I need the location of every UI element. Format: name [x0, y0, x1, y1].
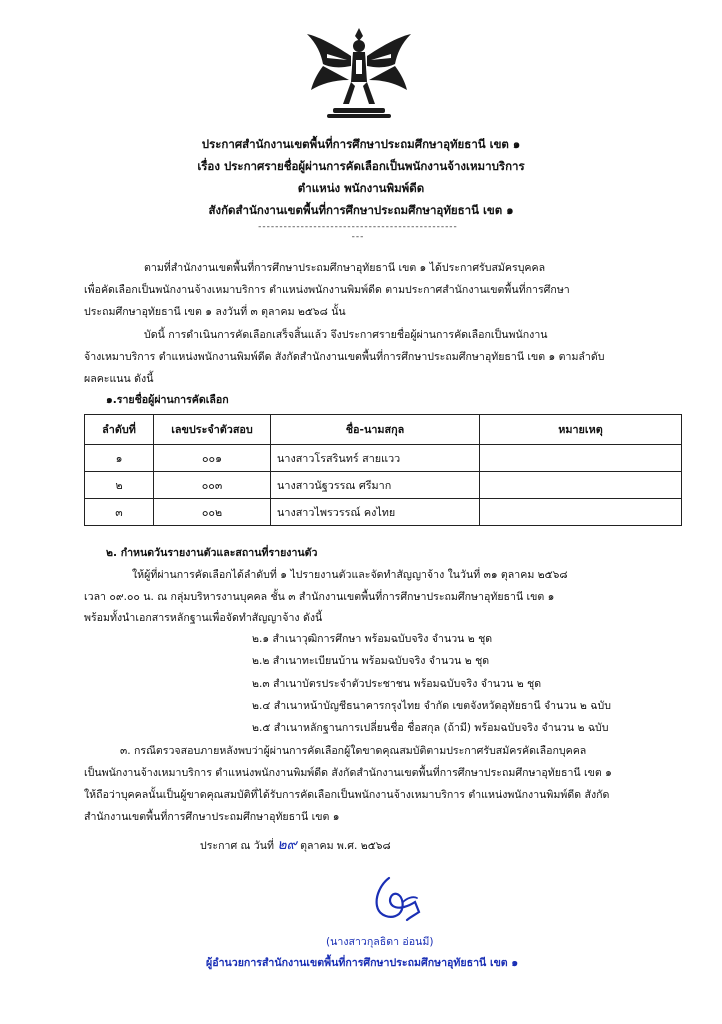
announce-date-line — [200, 837, 391, 855]
section-2-line-3: พร้อมทั้งนำเอกสารหลักฐานเพื่อจัดทำสัญญาจ้าง ดังนี้ — [84, 612, 323, 624]
announce-prefix: ประกาศ ณ วันที่ — [200, 840, 274, 852]
section-2-line-2: เวลา ๐๙.๐๐ น. ณ กลุ่มบริหารงานบุคคล ชั้น ๓ สำนักงานเขตพื้นที่การศึกษาประถมศึกษาอุทัยธานี เขต ๑ — [84, 591, 555, 603]
header-order: ลำดับที่ — [85, 415, 154, 445]
row-order: ๒ — [85, 472, 154, 499]
announce-month-year: ตุลาคม พ.ศ. ๒๕๖๘ — [300, 840, 391, 852]
announcement-affiliation: สังกัดสำนักงานเขตพื้นที่การศึกษาประถมศึกษาอุทัยธานี เขต ๑ — [208, 203, 514, 217]
announce-day-handwritten: ๒๙ — [277, 837, 297, 853]
row-full-name: นางสาวโรสรินทร์ สายแวว — [271, 445, 480, 472]
header-exam-id: เลขประจำตัวสอบ — [154, 415, 271, 445]
row-full-name: นางสาวนัฐวรรณ ศรีมาก — [271, 472, 480, 499]
row-order: ๓ — [85, 499, 154, 526]
table-row — [85, 472, 682, 499]
intro-paragraph-2-line-3: ผลคะแนน ดังนี้ — [84, 373, 154, 385]
section-3-line-1: ๓. กรณีตรวจสอบภายหลังพบว่าผู้ผ่านการคัดเลือกผู้ใดขาดคุณสมบัติตามประกาศรับสมัครคัดเลือกบุคคล — [120, 745, 587, 757]
intro-paragraph-2-line-1: บัดนี้ การดำเนินการคัดเลือกเสร็จสิ้นแล้ว จึงประกาศรายชื่อผู้ผ่านการคัดเลือกเป็นพนักงาน — [144, 329, 548, 341]
signer-position: ผู้อำนวยการสำนักงานเขตพื้นที่การศึกษาประถมศึกษาอุทัยธานี เขต ๑ — [206, 957, 519, 969]
section-2-title: ๒. กำหนดวันรายงานตัวและสถานที่รายงานตัว — [106, 547, 318, 559]
garuda-emblem-icon — [303, 24, 415, 124]
document-item: ๒.๑ สำเนาวุฒิการศึกษา พร้อมฉบับจริง จำนวน ๒ ชุด — [252, 633, 493, 645]
section-3-line-2: เป็นพนักงานจ้างเหมาบริการ ตำแหน่งพนักงานพิมพ์ดีด สังกัดสำนักงานเขตพื้นที่การศึกษาประถมศึกษาอุทัยธานี เขต ๑ — [84, 767, 612, 779]
intro-paragraph-1-line-3: ประถมศึกษาอุทัยธานี เขต ๑ ลงวันที่ ๓ ตุลาคม ๒๕๖๘ นั้น — [84, 306, 346, 318]
passed-candidates-table — [84, 414, 682, 526]
row-full-name: นางสาวไพรวรรณ์ คงไทย — [271, 499, 480, 526]
row-remark — [480, 472, 682, 499]
announcement-title: ประกาศสำนักงานเขตพื้นที่การศึกษาประถมศึกษาอุทัยธานี เขต ๑ — [201, 137, 521, 151]
announcement-position: ตำแหน่ง พนักงานพิมพ์ดีด — [297, 181, 425, 195]
table-row — [85, 445, 682, 472]
intro-paragraph-2-line-2: จ้างเหมาบริการ ตำแหน่งพนักงานพิมพ์ดีด สังกัดสำนักงานเขตพื้นที่การศึกษาประถมศึกษาอุทัยธานี เขต ๑ ตามลำดับ — [84, 351, 605, 363]
section-3-line-3: ให้ถือว่าบุคคลนั้นเป็นผู้ขาดคุณสมบัติที่ได้รับการคัดเลือกเป็นพนักงานจ้างเหมาบริการ ตำแหน่งพนักงานพิมพ์ดีด สังกัด — [84, 789, 610, 801]
header-remark: หมายเหตุ — [480, 415, 682, 445]
document-item: ๒.๔ สำเนาหน้าบัญชีธนาคารกรุงไทย จำกัด เขตจังหวัดอุทัยธานี จำนวน ๒ ฉบับ — [252, 700, 611, 712]
row-exam-id: ๐๐๒ — [154, 499, 271, 526]
row-exam-id: ๐๐๑ — [154, 445, 271, 472]
signature-mark — [369, 872, 425, 926]
document-item: ๒.๕ สำเนาหลักฐานการเปลี่ยนชื่อ ชื่อสกุล (ถ้ามี) พร้อมฉบับจริง จำนวน ๒ ฉบับ — [252, 722, 609, 734]
header-full-name: ชื่อ-นามสกุล — [271, 415, 480, 445]
row-remark — [480, 445, 682, 472]
header-divider: -------------------------------------------------- — [258, 222, 458, 242]
announcement-subject: เรื่อง ประกาศรายชื่อผู้ผ่านการคัดเลือกเป็นพนักงานจ้างเหมาบริการ — [197, 159, 525, 173]
section-3-line-4: สำนักงานเขตพื้นที่การศึกษาประถมศึกษาอุทัยธานี เขต ๑ — [84, 811, 340, 823]
document-item: ๒.๓ สำเนาบัตรประจำตัวประชาชน พร้อมฉบับจริง จำนวน ๒ ชุด — [252, 678, 542, 690]
intro-paragraph-1-line-1: ตามที่สำนักงานเขตพื้นที่การศึกษาประถมศึกษาอุทัยธานี เขต ๑ ได้ประกาศรับสมัครบุคคล — [144, 262, 546, 274]
section-2-line-1: ให้ผู้ที่ผ่านการคัดเลือกได้ลำดับที่ ๑ ไปรายงานตัวและจัดทำสัญญาจ้าง ในวันที่ ๓๑ ตุลาคม ๒๕๖๘ — [132, 569, 568, 581]
intro-paragraph-1-line-2: เพื่อคัดเลือกเป็นพนักงานจ้างเหมาบริการ ตำแหน่งพนักงานพิมพ์ดีด ตามประกาศสำนักงานเขตพื้นที่การศึกษา — [84, 284, 570, 296]
signer-name: (นางสาวกุลธิดา อ่อนมี) — [326, 936, 434, 948]
row-exam-id: ๐๐๓ — [154, 472, 271, 499]
section-1-title: ๑.รายชื่อผู้ผ่านการคัดเลือก — [106, 394, 229, 406]
table-row — [85, 499, 682, 526]
document-item: ๒.๒ สำเนาทะเบียนบ้าน พร้อมฉบับจริง จำนวน ๒ ชุด — [252, 655, 490, 667]
table-header-row — [85, 415, 682, 445]
row-remark — [480, 499, 682, 526]
row-order: ๑ — [85, 445, 154, 472]
